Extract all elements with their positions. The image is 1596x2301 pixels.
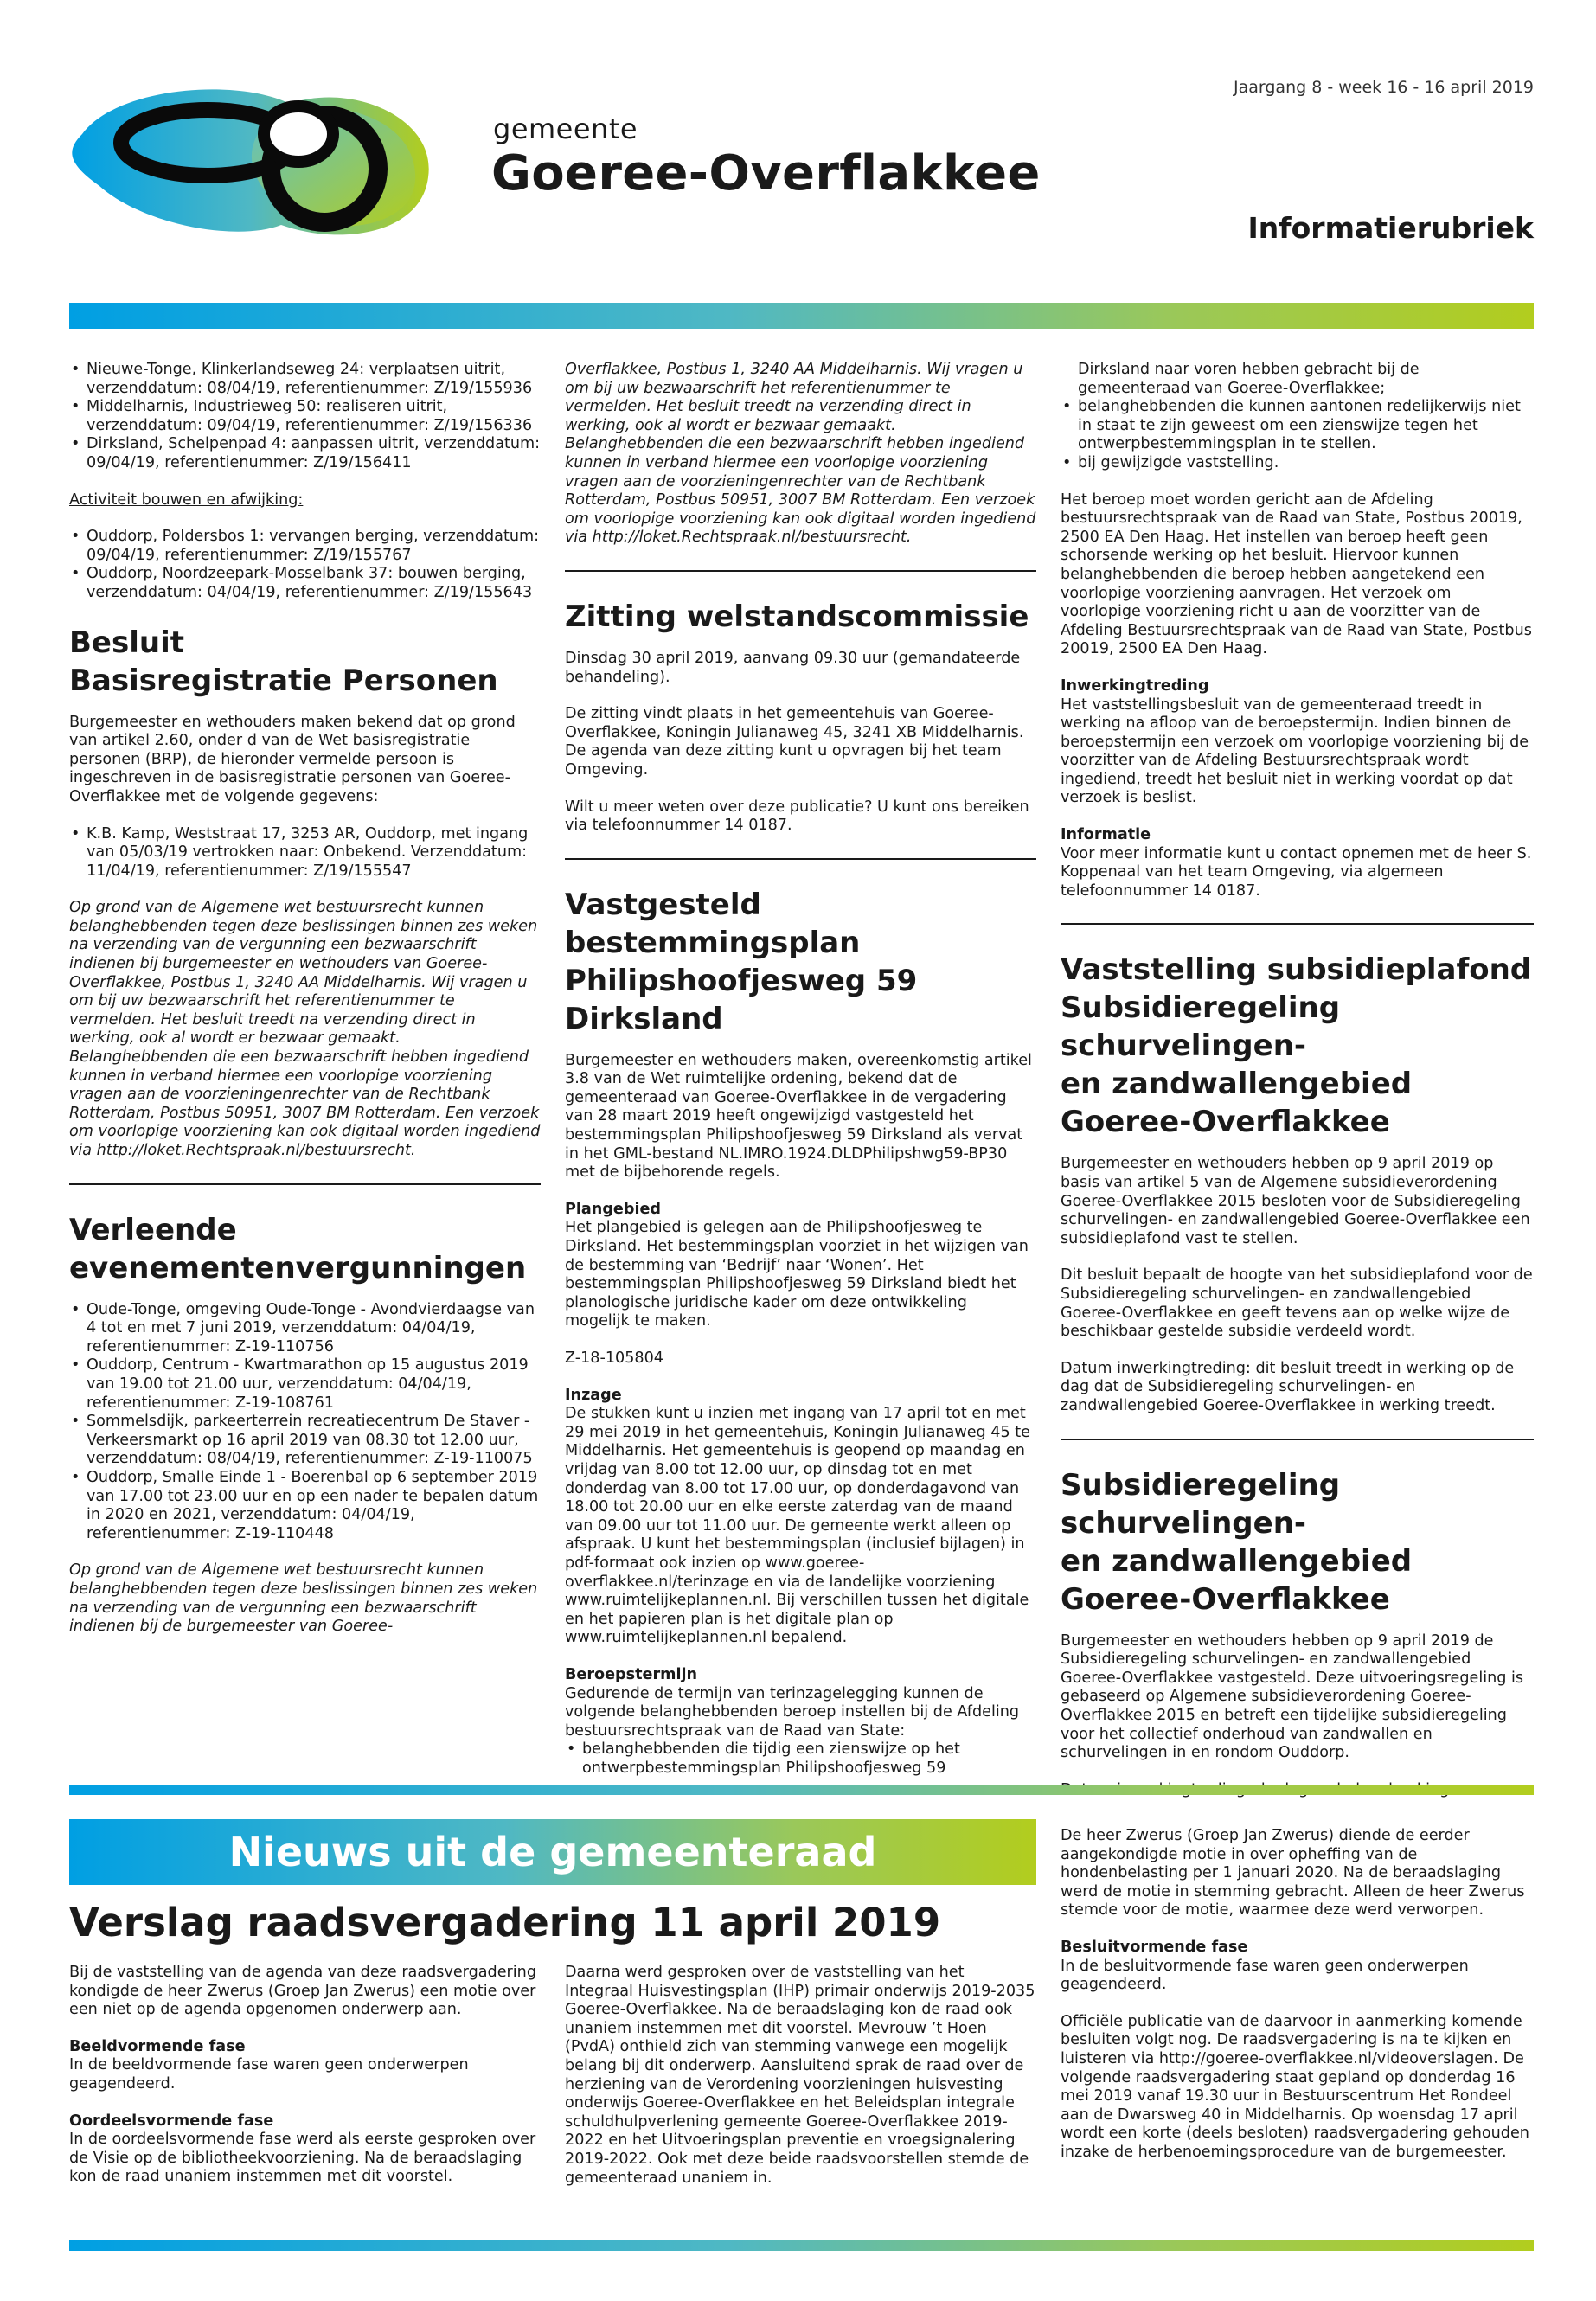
subsidieplafond-p3: Datum inwerkingtreding: dit besluit treedt in werking op de dag dat de Subsidieregeling schurvelingen- en zandwallengebied Goeree-Overflakkee in werking treedt.: [1061, 1359, 1515, 1414]
masthead: [0, 0, 1596, 329]
inzage-text: De stukken kunt u inzien met ingang van 17 april tot en met 29 mei 2019 in het gemeentehuis, Koningin Julianaweg 45 te Middelharnis. Het gemeentehuis is geopend op maandag en vrijdag van 8.00 tot 12.00 uur, op dinsdag tot en met donderdag van 8.00 tot 17.00 uur, op donderdagavond van 18.00 tot 20.00 uur en elke eerste zaterdag van de maand van 09.00 uur tot 11.00 uur. De gemeente werkt alleen op afspraak. U kunt het bestemmingsplan (inclusief bijlagen) in pdf-formaat ook inzien op www.goeree-overflakkee.nl/terinzage en via de landelijke voorziening www.ruimtelijkeplannen.nl. Bij verschillen tussen het digitale en het papieren plan is het digitale plan op www.ruimtelijkeplannen.nl bepalend.: [565, 1405, 1031, 1647]
list-item: • Dirksland, Schelpenpad 4: aanpassen uitrit, verzenddatum: 09/04/19, referentienummer: Z/19/156411: [69, 435, 541, 472]
activiteit-heading: Activiteit bouwen en afwijking:: [69, 490, 304, 509]
raad-ihp-text: Daarna werd gesproken over de vaststelling van het Integraal Huisvestingsplan (IHP) primair onderwijs 2019-2035 Goeree-Overflakkee. Na de beraadslaging kon de raad ook unaniem instemmen met dit voorstel. Mevrouw ’t Hoen (PvdA) onthield zich van stemming vanwege een mogelijk belang bij dit onderwerp. Aansluitend sprak de raad over de herziening van de Verordening voorzieningen huisvesting onderwijs Goeree-Overflakkee en het Beleidsplan integrale schuldhulpverlening gemeente Goeree-Overflakkee 2019-2022 en het Uitvoeringsplan preventie en vroegsignalering 2019-2022. Ook met deze beide raadsvoorstellen stemde de gemeenteraad unaniem in.: [565, 1964, 1035, 2187]
brand-title: Goeree-Overflakkee: [491, 145, 1041, 202]
list-item: • belanghebbenden die kunnen aantonen redelijkerwijs niet in staat te zijn geweest om een zienswijze tegen het ontwerpbestemmingsplan in te stellen.: [1061, 398, 1534, 454]
subsidieplafond-p1: Burgemeester en wethouders hebben op 9 april 2019 op basis van artikel 5 van de Algemene subsidieverordening Goeree-Overflakkee 2015 besloten voor de Subsidieregeling schurvelingen- en zandwallengebied Goeree-Overflakkee een subsidieplafond vast te stellen.: [1061, 1155, 1530, 1247]
brp-title: Besluit Basisregistratie Personen: [69, 625, 498, 698]
subsidieregeling-title: Subsidieregeling schurvelingen- en zandwallengebied Goeree-Overflakkee: [1061, 1467, 1413, 1617]
besluitvormende-heading: Besluitvormende fase: [1061, 1938, 1248, 1956]
brp-text: Burgemeester en wethouders maken bekend dat op grond van artikel 2.60, onder d van de Wet basisregistratie personen (BRP), de hieronder vermelde persoon is ingeschreven in de basisregistratie personen van Goeree-Overflakkee met de volgende gegevens:: [69, 713, 516, 805]
section-divider: [69, 1183, 541, 1185]
footer-gradient-bar: [69, 2240, 1534, 2251]
subsidieplafond-title: Vaststelling subsidieplafond Subsidieregeling schurvelingen- en zandwallengebied Goeree-Overflakkee: [1061, 952, 1532, 1140]
beroep-list: [565, 1740, 1036, 1778]
list-item: • Ouddorp, Poldersbos 1: vervangen berging, verzenddatum: 09/04/19, referentienummer: Z/19/155767: [69, 528, 541, 565]
section-label: Informatierubriek: [1247, 211, 1534, 245]
beroep-address-text: Het beroep moet worden gericht aan de Afdeling bestuursrechtspraak van de Raad van State, Postbus 20019, 2500 EA Den Haag. Het instellen van beroep heeft geen schorsende werking op het besluit. Hiervoor kunnen belanghebbenden die beroep hebben aangetekend een voorlopige voorziening aanvragen. Het verzoek om voorlopige voorziening richt u aan de voorzitter van de Afdeling Bestuursrechtspraak van de Raad van State, Postbus 20019, 2500 EA Den Haag.: [1061, 490, 1532, 658]
list-item: • Sommelsdijk, parkeerterrein recreatiecentrum De Staver - Verkeersmarkt op 16 april 2019 van 08.30 tot 12.00 uur, verzenddatum: 08/04/19, referentienummer: Z-19-110075: [69, 1413, 541, 1469]
list-item: • Nieuwe-Tonge, Klinkerlandseweg 24: verplaatsen uitrit, verzenddatum: 08/04/19, referentienummer: Z/19/155936: [69, 361, 541, 398]
informatie-heading: Informatie: [1061, 826, 1151, 844]
oordeelsvormende-text: In de oordeelsvormende fase werd als eerste gesproken over de Visie op de bibliotheekvoorziening. Na de beraadslaging kon de raad unaniem instemmen met dit voorstel.: [69, 2131, 536, 2186]
raad-column-1: [69, 1964, 541, 2187]
column-1: [69, 361, 541, 1637]
section-divider: [565, 570, 1036, 572]
section-gradient-bar: [69, 1785, 1534, 1795]
welstand-title: Zitting welstandscommissie: [565, 599, 1029, 634]
brp-bezwaar-text: Op grond van de Algemene wet bestuursrecht kunnen belanghebbenden tegen deze beslissingen binnen zes weken na verzending van de vergunning een bezwaarschrift indienen bij burgemeester en wethouders van Goeree-Overflakkee, Postbus 1, 3240 AA Middelharnis. Wij vragen u om bij uw bezwaarschrift het referentienummer te vermelden. Het besluit treedt na verzending direct in werking, ook al wordt er bezwaar gemaakt. Belanghebbenden die een bezwaarschrift hebben ingediend kunnen in verband hiermee een voorlopige voorziening vragen aan de voorzieningenrechter van de Rechtbank Rotterdam, Postbus 50951, 3007 BM Rotterdam. Een verzoek om voorlopige voorziening kan ook digitaal worden ingediend via http://loket.Rechtspraak.nl/bestuursrecht.: [69, 899, 541, 1159]
column-2: [565, 361, 1036, 1778]
bezwaar-continued-text: Overflakkee, Postbus 1, 3240 AA Middelharnis. Wij vragen u om bij uw bezwaarschrift het referentienummer te vermelden. Het besluit treedt na verzending direct in werking, ook al wordt er bezwaar gemaakt. Belanghebbenden die een bezwaarschrift hebben ingediend kunnen in verband hiermee een voorlopige voorziening vragen aan de voorzieningenrechter van de Rechtbank Rotterdam, Postbus 50951, 3007 BM Rotterdam. Een verzoek om voorlopige voorziening kan ook digitaal worden ingediend via http://loket.Rechtspraak.nl/bestuursrecht.: [565, 361, 1036, 547]
section-divider: [565, 858, 1036, 860]
evenementen-title: Verleende evenementenvergunningen: [69, 1212, 527, 1285]
list-item: • Ouddorp, Smalle Einde 1 - Boerenbal op 6 september 2019 van 17.00 tot 23.00 uur en op een nader te bepalen datum in 2020 en 2021, verzenddatum: 04/04/19, referentienummer: Z-19-110448: [69, 1469, 541, 1543]
beeldvormende-heading: Beeldvormende fase: [69, 2037, 246, 2055]
beroep-continued-text: Dirksland naar voren hebben gebracht bij de gemeenteraad van Goeree-Overflakkee;: [1078, 361, 1420, 397]
list-item: • belanghebbenden die tijdig een zienswijze op het ontwerpbestemmingsplan Philipshoofjesweg 59: [565, 1740, 1036, 1778]
gemeente-logo-icon: [65, 74, 445, 247]
nieuws-banner: Nieuws uit de gemeenteraad: [69, 1819, 1036, 1885]
subsidieregeling-p1: Burgemeester en wethouders hebben op 9 april 2019 de Subsidieregeling schurvelingen- en zandwallengebied Goeree-Overflakkee vastgesteld. Deze uitvoeringsregeling is gebaseerd op Algemene subsidieverordening Goeree-Overflakkee 2015 en betreft een tijdelijke subsidieregeling voor het collectief onderhoud van zandwallen en schurvelingen in en rondom Ouddorp.: [1061, 1631, 1524, 1762]
evenementen-bezwaar-text: Op grond van de Algemene wet bestuursrecht kunnen belanghebbenden tegen deze beslissingen binnen zes weken na verzending van de vergunning een bezwaarschrift indienen bij de burgemeester van Goeree-: [69, 1561, 538, 1636]
beroep-continued-list: [1061, 398, 1534, 472]
beroepstermijn-text: Gedurende de termijn van terinzagelegging kunnen de volgende belanghebbenden beroep instellen bij de Afdeling bestuursrechtspraak van de Raad van State:: [565, 1684, 1020, 1740]
raad-column-3: [1061, 1827, 1534, 2163]
list-item: • Oude-Tonge, omgeving Oude-Tonge - Avondvierdaagse van 4 tot en met 7 juni 2019, verzenddatum: 04/04/19, referentienummer: Z-19-110756: [69, 1301, 541, 1357]
raad-publicatie-text: Officiële publicatie van de daarvoor in aanmerking komende besluiten volgt nog. De raadsvergadering is na te kijken en luisteren via http://goeree-overflakkee.nl/videoverslagen. De volgende raadsvergadering staat gepland op donderdag 16 mei 2019 vanaf 19.30 uur in Bestuurscentrum Het Rondeel aan de Dwarsweg 40 in Middelharnis. Op woensdag 17 april wordt een korte (deels besloten) raadsvergadering gehouden inzake de herbenoemingsprocedure van de burgemeester.: [1061, 2012, 1529, 2161]
inwerkingtreding-heading: Inwerkingtreding: [1061, 676, 1209, 695]
list-item: • K.B. Kamp, Weststraat 17, 3253 AR, Ouddorp, met ingang van 05/03/19 vertrokken naar: Onbekend. Verzenddatum: 11/04/19, referentienummer: Z/19/155547: [69, 825, 541, 881]
inwerkingtreding-text: Het vaststellingsbesluit van de gemeenteraad treedt in werking na afloop van de beroepstermijn. Indien binnen de beroepstermijn een verzoek om voorlopige voorziening bij de voorzitter van de Afdeling Bestuursrechtspraak wordt ingediend, treedt het besluit niet in werking voordat op dat verzoek is beslist.: [1061, 695, 1529, 807]
beeldvormende-text: In de beeldvormende fase waren geen onderwerpen geagendeerd.: [69, 2056, 469, 2093]
raad-motie-text: De heer Zwerus (Groep Jan Zwerus) diende de eerder aangekondigde motie in over opheffing van de hondenbelasting per 1 januari 2020. Na de beraadslaging werd de motie in stemming gebracht. Alleen de heer Zwerus stemde voor de motie, waarmee deze werd verworpen.: [1061, 1827, 1525, 1920]
oordeelsvormende-heading: Oordeelsvormende fase: [69, 2112, 274, 2130]
bestemmingsplan-title: Vastgesteld bestemmingsplan Philipshoofjesweg 59 Dirksland: [565, 887, 918, 1036]
list-item: • Ouddorp, Centrum - Kwartmarathon op 15 augustus 2019 van 19.00 tot 21.00 uur, verzenddatum: 04/04/19, referentienummer: Z-19-108761: [69, 1356, 541, 1413]
brand-subtitle: gemeente: [493, 112, 638, 145]
column-3: [1061, 361, 1534, 1799]
beroepstermijn-heading: Beroepstermijn: [565, 1665, 698, 1683]
subsidieplafond-p2: Dit besluit bepaalt de hoogte van het subsidieplafond voor de Subsidieregeling schurvelingen- en zandwallengebied Goeree-Overflakkee en geeft tevens aan op welke wijze de beschikbaar gestelde subsidie verdeeld wordt.: [1061, 1266, 1533, 1341]
inzage-heading: Inzage: [565, 1386, 622, 1404]
uitrit-list: [69, 361, 541, 473]
raad-agenda-text: Bij de vaststelling van de agenda van deze raadsvergadering kondigde de heer Zwerus (Groep Jan Zwerus) een motie over een niet op de agenda opgenomen onderwerp aan.: [69, 1964, 536, 2019]
list-item: • Ouddorp, Noordzeepark-Mosselbank 37: bouwen berging, verzenddatum: 04/04/19, referentienummer: Z/19/155643: [69, 565, 541, 602]
bestemmingsplan-intro: Burgemeester en wethouders maken, overeenkomstig artikel 3.8 van de Wet ruimtelijke ordening, bekend dat de gemeenteraad van Goeree-Overflakkee in de vergadering van 28 maart 2019 heeft ongewijzigd vastgesteld het bestemmingsplan Philipshoofjesweg 59 Dirksland als vervat in het GML-bestand NL.IMRO.1924.DLDPhilipshwg59-BP30 met de bijbehorende regels.: [565, 1051, 1032, 1182]
plangebied-heading: Plangebied: [565, 1200, 662, 1218]
verslag-title: Verslag raadsvergadering 11 april 2019: [69, 1900, 941, 1945]
welstand-location: De zitting vindt plaats in het gemeentehuis van Goeree-Overflakkee, Koningin Julianaweg 45, 3241 XB Middelharnis. De agenda van deze zitting kunt u opvragen bij het team Omgeving.: [565, 705, 1024, 779]
plangebied-text: Het plangebied is gelegen aan de Philipshoofjesweg te Dirksland. Het bestemmingsplan voorziet in het wijzigen van de bestemming van ‘Bedrijf’ naar ‘Wonen’. Het bestemmingsplan Philipshoofjesweg 59 Dirksland biedt het planologische juridische kader om deze ontwikkeling mogelijk te maken.: [565, 1219, 1029, 1330]
evenementen-list: [69, 1301, 541, 1544]
welstand-contact: Wilt u meer weten over deze publicatie? U kunt ons bereiken via telefoonnummer 14 0187.: [565, 798, 1029, 835]
section-divider: [1061, 923, 1534, 925]
issue-info: Jaargang 8 - week 16 - 16 april 2019: [1234, 78, 1534, 97]
welstand-date: Dinsdag 30 april 2019, aanvang 09.30 uur (gemandateerde behandeling).: [565, 649, 1021, 686]
list-item: • Middelharnis, Industrieweg 50: realiseren uitrit, verzenddatum: 09/04/19, referentienummer: Z/19/156336: [69, 398, 541, 435]
bouwen-list: [69, 528, 541, 602]
zaaknummer: Z-18-105804: [565, 1349, 663, 1367]
informatie-text: Voor meer informatie kunt u contact opnemen met de heer S. Koppenaal van het team Omgeving, via algemeen telefoonnummer 14 0187.: [1061, 844, 1532, 900]
section-divider: [1061, 1439, 1534, 1440]
raad-column-2: [565, 1964, 1036, 2188]
list-item: • bij gewijzigde vaststelling.: [1061, 454, 1534, 473]
besluitvormende-text: In de besluitvormende fase waren geen onderwerpen geagendeerd.: [1061, 1957, 1469, 1994]
brp-list: [69, 825, 541, 881]
header-gradient-bar: [69, 303, 1534, 329]
